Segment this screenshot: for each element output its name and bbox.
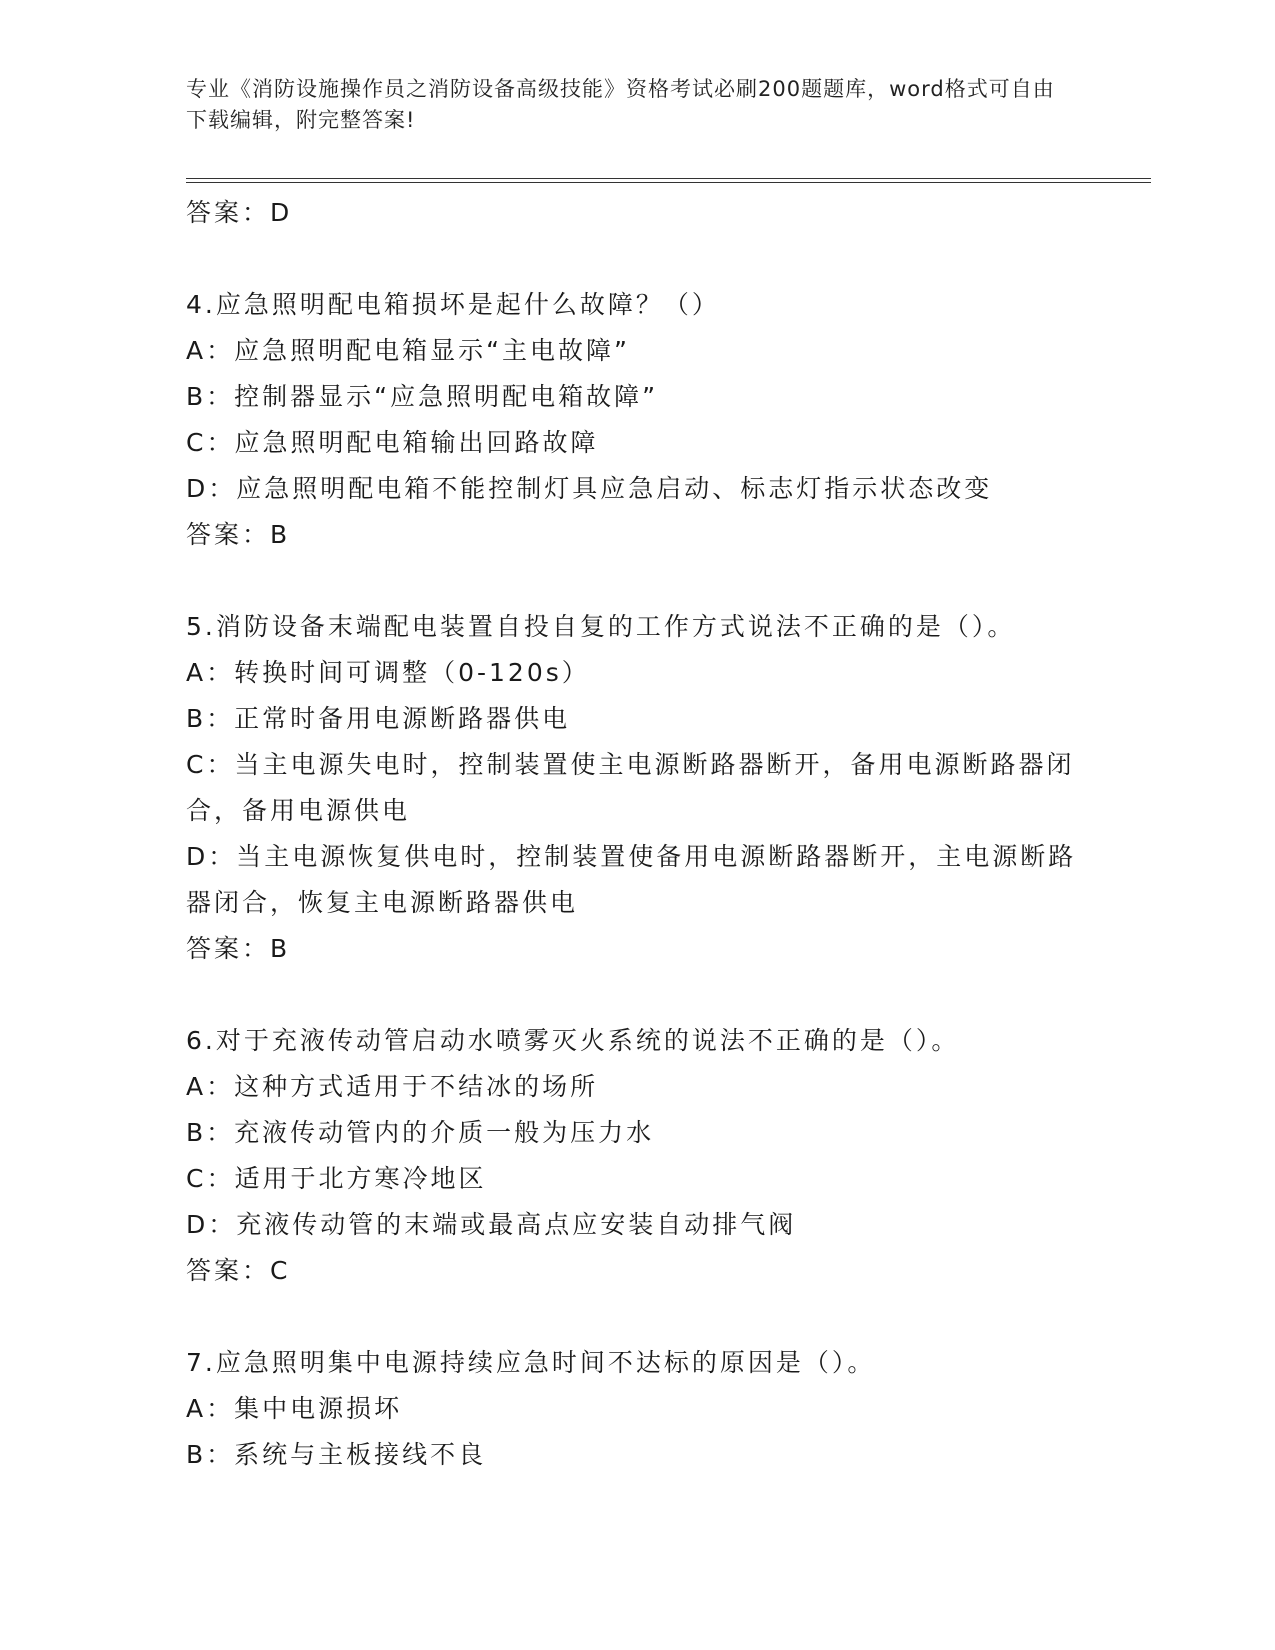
- spacer: [186, 558, 1086, 604]
- question-list: [186, 190, 1086, 1478]
- option-c: C：当主电源失电时，控制装置使主电源断路器断开，备用电源断路器闭合，备用电源供电: [186, 750, 1075, 825]
- question-stem: 7.应急照明集中电源持续应急时间不达标的原因是（）。: [186, 1348, 876, 1377]
- document-header: 专业《消防设施操作员之消防设备高级技能》资格考试必刷200题题库，word格式可自由下载编辑，附完整答案!: [186, 77, 1055, 132]
- option-b: B：充液传动管内的介质一般为压力水: [186, 1118, 655, 1147]
- question-6: [186, 1018, 1086, 1294]
- answer-line: 答案：D: [186, 198, 293, 227]
- header-divider: [186, 178, 1151, 179]
- answer-line: 答案：B: [186, 934, 291, 963]
- option-d: D：充液传动管的末端或最高点应安装自动排气阀: [186, 1210, 797, 1239]
- option-a: A：转换时间可调整（0-120s）: [186, 658, 590, 687]
- option-d: D：当主电源恢复供电时，控制装置使备用电源断路器断开，主电源断路器闭合，恢复主电源断路器供电: [186, 842, 1077, 917]
- answer-line: 答案：B: [186, 520, 291, 549]
- spacer: [186, 972, 1086, 1018]
- spacer: [186, 1294, 1086, 1340]
- question-7: [186, 1340, 1086, 1478]
- option-c: C：适用于北方寒冷地区: [186, 1164, 487, 1193]
- option-a: A：应急照明配电箱显示“主电故障”: [186, 336, 631, 365]
- spacer: [186, 236, 1086, 282]
- option-a: A：这种方式适用于不结冰的场所: [186, 1072, 599, 1101]
- option-b: B：系统与主板接线不良: [186, 1440, 487, 1469]
- option-a: A：集中电源损坏: [186, 1394, 403, 1423]
- question-stem: 6.对于充液传动管启动水喷雾灭火系统的说法不正确的是（）。: [186, 1026, 960, 1055]
- option-c: C：应急照明配电箱输出回路故障: [186, 428, 599, 457]
- answer-line: 答案：C: [186, 1256, 291, 1285]
- option-b: B：控制器显示“应急照明配电箱故障”: [186, 382, 659, 411]
- question-4: [186, 282, 1086, 558]
- option-d: D：应急照明配电箱不能控制灯具应急启动、标志灯指示状态改变: [186, 474, 993, 503]
- question-stem: 4.应急照明配电箱损坏是起什么故障？（）: [186, 290, 720, 319]
- option-b: B：正常时备用电源断路器供电: [186, 704, 571, 733]
- question-stem: 5.消防设备末端配电装置自投自复的工作方式说法不正确的是（）。: [186, 612, 1016, 641]
- question-5: [186, 604, 1086, 972]
- header-divider-second: [186, 182, 1151, 183]
